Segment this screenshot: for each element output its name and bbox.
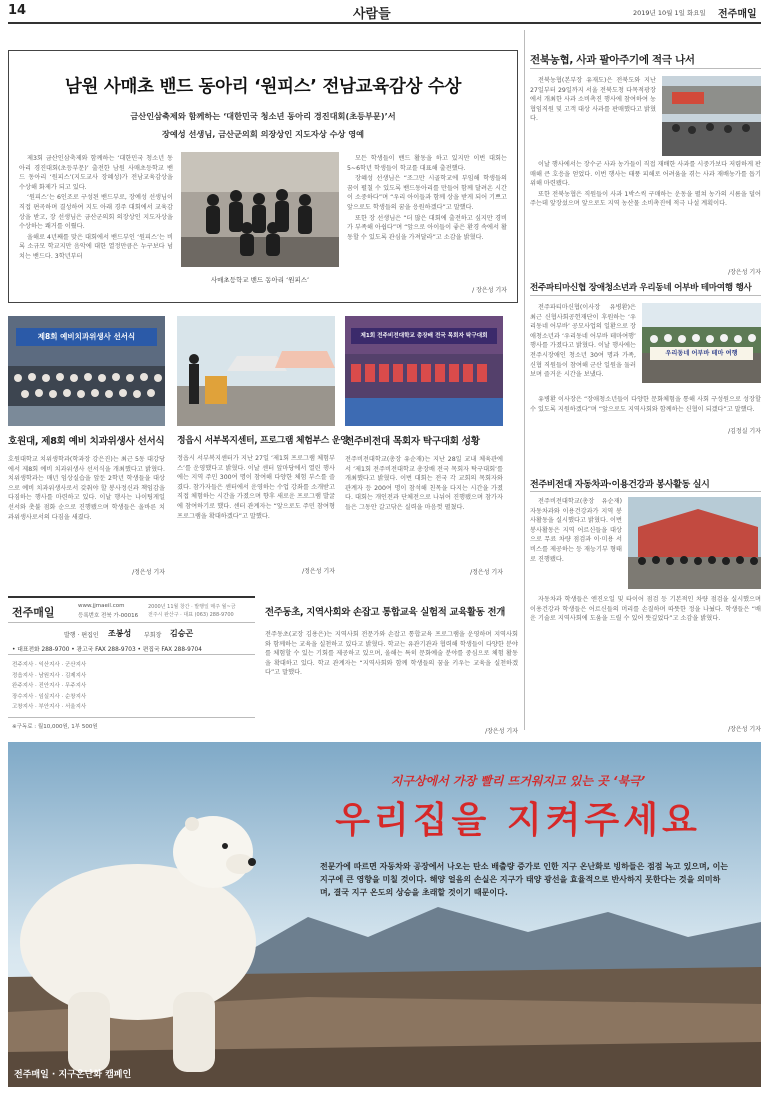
- office-row: 정읍지사 · 남원지사 · 김제지사: [12, 672, 87, 679]
- volunteer-illustration: [628, 497, 761, 589]
- band-photo-illustration: [181, 152, 339, 267]
- side-body: [530, 303, 636, 393]
- news-photo-1: [8, 316, 165, 426]
- volunteer-photo: [628, 497, 761, 589]
- issue-date: 2019년 10월 1일 화요일: [633, 9, 706, 17]
- news-body: 전주비전대학교(총장 유순재)는 지난 28일 교내 체육관에서 ‘제1회 전주비전대학교 총장배 전국 목회자 탁구대회’를 개최했다고 밝혔다. 이번 대회는 전국 각 교회의 목회자와 관계자 등 200여 명이 참석해 친목을 다지는 시간을 가졌다. 대회는 개인전과 단체전으로 나뉘어 진행됐으며 참가자들은 그동안 갈고닦은 실력을 마음껏 펼쳤다.: [345, 456, 503, 511]
- divider: [8, 622, 255, 623]
- bottom-story-byline: /장은성 기자: [485, 728, 518, 735]
- section-title: 사람들: [353, 7, 391, 22]
- paragraph: 올해로 4년째를 맞은 대회에서 밴드부인 ‘원피스’는 비록 소규모 학교지만 음악에 대한 열정만큼은 누구보다 넘치는 밴드다. 3학년부터: [19, 233, 173, 260]
- side-byline: /장은성 기자: [728, 269, 761, 276]
- news-byline: /정은성 기자: [132, 569, 165, 576]
- market-illustration: [662, 76, 761, 156]
- band-photo: [181, 152, 339, 267]
- lead-subtitle-2: 장예성 선생님, 금산군의회 의장상인 지도자상 수상 영예: [161, 129, 365, 139]
- masthead-contact: • 대표전화 288-9700 • 광고국 FAX 288-9703 • 편집국 FAX 288-9704: [12, 647, 202, 653]
- ad-credit: 전주매일 · 지구온난화 캠페인: [14, 1070, 132, 1080]
- page-number: 14: [8, 3, 27, 18]
- news-title: 전주비전대 목회자 탁구대회 성황: [345, 436, 480, 447]
- lead-col-3: [347, 154, 507, 284]
- masthead-reg: 등록번호 전북 가-00016: [78, 613, 139, 619]
- climate-ad: [8, 742, 761, 1087]
- masthead-box: [8, 596, 255, 736]
- paragraph: 자동차과 학생들은 엔진오일 및 타이어 점검 등 기본적인 차량 점검을 실시했으며 이용건강과 학생들은 어르신들의 머리를 손질하며 따뜻한 정을 나눴다. 학생들은 “배운 기술로 지역사회에 도움을 드릴 수 있어 뜻깊었다”고 소감을 밝혔다.: [530, 596, 761, 623]
- bottom-story-body: 전주동초(교장 김용은)는 지역사회 전문가와 손잡고 통합교육 프로그램을 운영하며 지역사회와 함께하는 교육을 실천하고 있다고 밝혔다. 학교는 유관기관과 협력해 학생들이 다양한 분야를 체험할 수 있는 기회를 제공하고 있으며, 올해는 특히 문화예술 분야를 중심으로 체험 활동을 확대하고 있다. 학교 관계자는 “지역사회와 함께 학생들의 꿈을 키우는 교육을 실천하겠다”고 말했다.: [265, 631, 518, 677]
- side-story-1: [530, 52, 761, 276]
- news-body: 정읍시 서부복지센터가 지난 27일 ‘제1회 프로그램 체험부스’를 운영했다고 밝혔다. 이날 센터 앞마당에서 열린 행사에는 지역 주민 300여 명이 참여해 다양한 체험 부스를 즐겼다. 참가자들은 센터에서 운영하는 수업 강좌를 소개받고 직접 체험하는 시간을 가졌으며 향후 새로운 프로그램 발굴에 참여하기로 했다. 센터 관계자는 “앞으로도 주민 참여형 프로그램을 확대하겠다”고 말했다.: [177, 455, 335, 520]
- crowd-illustration: [8, 366, 165, 426]
- side-title: 전주파티마신협 장애청소년과 우리동네 어부바 테마여행 행사: [530, 283, 752, 293]
- side-body-continued: [530, 160, 761, 260]
- news-item-2: [177, 433, 349, 575]
- masthead-office-list: [12, 660, 252, 713]
- paragraph: 전주파티마신협(이사장 유병환)은 최근 신협사회공헌재단이 후원하는 ‘우리동네 어부바’ 공모사업의 일환으로 장애청소년과 ‘우리동네 어부바 테마여행’ 행사를 가졌다고 밝혔다. 이날 행사에는 전주시장애인 청소년 30여 명과 가족, 신협 직원들이 참여해 군산 일원을 둘러보며 즐거운 시간을 보냈다.: [530, 304, 636, 379]
- news-title: 호원대, 제8회 예비 치과위생사 선서식: [8, 436, 165, 447]
- market-photo: [662, 76, 761, 156]
- news-byline: /정은성 기자: [470, 569, 503, 576]
- divider: [8, 717, 255, 718]
- trip-illustration: [642, 303, 761, 383]
- paragraph: 또한 장 선생님은 “더 많은 대회에 출전하고 싶지만 경비가 부족해 아쉽다”며 “앞으로 아이들이 좋은 환경 속에서 활동할 수 있도록 관심을 가져달라”고 소감을 밝혔다.: [347, 214, 507, 241]
- lead-byline: / 장은성 기자: [472, 287, 507, 294]
- office-row: 고창지사 · 부안지사 · 서울지사: [12, 704, 87, 710]
- banner-text: 우리동네 어부바 테마 여행: [650, 347, 753, 360]
- side-byline: /장은성 기자: [728, 726, 761, 733]
- office-row: 완주지사 · 진안지사 · 무주지사: [12, 683, 87, 689]
- news-item-1: [8, 433, 165, 576]
- lead-story: [8, 50, 518, 303]
- trip-photo: [642, 303, 761, 383]
- sidebar-divider: [524, 30, 525, 730]
- paragraph: 장혜성 선생님은 “조그만 시골학교에 부임해 학생들의 꿈이 펼칠 수 있도록 밴드동아리를 만들어 함께 달려온 시간이 소중하다”며 “우리 아이들과 함께 상을 받게 되어 기쁘고 앞으로도 학생들의 꿈을 응원하겠다”고 말했다.: [347, 175, 507, 211]
- masthead-url: www.jjmaeil.com: [78, 603, 125, 609]
- side-story-2: [530, 281, 761, 435]
- news-item-3: [345, 433, 503, 576]
- title-underline: [530, 491, 761, 492]
- banner-text: 제8회 예비치과위생사 선서식: [16, 328, 157, 346]
- title-underline: [530, 68, 761, 69]
- paragraph: 제3회 금산인삼축제와 함께하는 ‘대한민국 청소년 동아리 경진대회(초등부문)’ 출전한 남원 사매초등학교 밴드 동아리 ‘원피스’(지도교사 장혜성)가 전남교육감상을 수상해 화제가 되고 있다.: [19, 155, 173, 191]
- header-rule: [8, 22, 761, 24]
- news-photo-3: [345, 316, 503, 426]
- publisher-label: 발행 · 편집인: [64, 632, 99, 639]
- divider: [8, 654, 255, 655]
- office-row: 전주지사 · 익산지사 · 군산지사: [12, 662, 87, 668]
- band-photo-caption: 사매초등학교 밴드 동아리 ‘원피스’: [210, 276, 310, 284]
- masthead-footer: ※구독료 : 월10,000원, 1부 500원: [12, 724, 98, 730]
- masthead-paper-name: 전주매일: [12, 606, 55, 619]
- lead-subtitle-1: 금산인삼축제와 함께하는 ‘대한민국 청소년 동아리 경진대회(초등부문)’서: [130, 111, 396, 121]
- deputy-name: 김승곤: [170, 629, 194, 638]
- side-story-3: [530, 477, 761, 733]
- bottom-story-title: 전주동초, 지역사회와 손잡고 통합교육 실험적 교육활동 전개: [265, 607, 505, 618]
- masthead-detail-1: 2000년 11월 창간 · 발행일 매주 월~금: [148, 604, 236, 610]
- paragraph: 또한 전북농협은 직원들이 사과 1박스씩 구매하는 운동을 펼쳐 농가의 시름을 덜어주는데 앞장섰으며 앞으로도 지역 농산물 소비촉진에 적극 나설 계획이다.: [530, 190, 761, 208]
- lead-title: 남원 사매초 밴드 동아리 ‘원피스’ 전남교육감상 수상: [64, 77, 462, 97]
- news-body: 호원대학교 치위생학과(학과장 강은진)는 최근 5동 대강당에서 제8회 예비 치과위생사 선서식을 개최했다고 밝혔다. 치위생학과는 매년 임상실습을 앞둔 2학년 학생들을 대상으로 예비 치과위생사로서 갖춰야 할 봉사정신과 책임감을 다짐하는 행사를 마련하고 있다. 이날 행사는 나이팅게일 선서와 촛불 점화 순으로 진행됐으며 학생들은 올바른 치과위생사로서의 다짐을 새겼다.: [8, 456, 165, 521]
- news-photo-2: [177, 316, 335, 426]
- side-title: 전주비전대 자동차과·이용건강과 봉사활동 실시: [530, 480, 710, 490]
- publisher-name: 조봉성: [108, 629, 132, 638]
- office-row: 장수지사 · 임실지사 · 순창지사: [12, 693, 87, 700]
- side-byline: /김정실 기자: [728, 428, 761, 435]
- lead-col-1: [19, 154, 173, 294]
- paragraph: 전주비전대학교(총장 유순재) 자동차과와 이용건강과가 지역 봉사활동을 실시했다고 밝혔다. 이번 봉사활동은 지역 어르신들을 대상으로 무료 차량 점검과 이·미용 서비스를 제공하는 등 재능기부 형태로 진행됐다.: [530, 498, 622, 563]
- paragraph: 유병환 이사장은 “장애청소년들이 다양한 문화체험을 통해 사회 구성원으로 성장할 수 있도록 지원하겠다”며 “앞으로도 지역사회와 함께하는 신협이 되겠다”고 말했다.: [530, 396, 761, 413]
- side-body-continued: [530, 595, 761, 713]
- news-title: 정읍시 서부복지센터, 프로그램 체험부스 운영: [177, 436, 349, 446]
- banner-text: 제1회 전주비전대학교 총장배 전국 목회자 탁구대회: [351, 328, 497, 344]
- booth-illustration: [177, 316, 335, 426]
- side-body: [530, 497, 622, 609]
- masthead-detail-2: 전주시 완산구 · 대표 (063) 288-9700: [148, 612, 234, 618]
- paragraph: 이날 행사에서는 장수군 사과 농가들이 직접 재배한 사과를 시중가보다 저렴하게 판매해 큰 호응을 얻었다. 이번 행사는 태풍 피해로 어려움을 겪는 사과 재배농가를 돕기 위해 마련됐다.: [530, 161, 761, 188]
- tabletennis-crowd-illustration: [345, 354, 503, 426]
- side-title: 전북농협, 사과 팔아주기에 적극 나서: [530, 54, 695, 66]
- side-body: [530, 76, 656, 156]
- side-body-continued: [530, 395, 761, 443]
- deputy-label: 부회장: [144, 632, 162, 639]
- page-header: [8, 2, 761, 22]
- ad-body: 전문가에 따르면 자동차와 공장에서 나오는 탄소 배출량 증가로 인한 지구 온난화로 빙하들은 점점 녹고 있으며, 이는 지구에 큰 영향을 미칠 것이다. 해양 얼음의 손실은 지구가 태양 광선을 효율적으로 반사하지 못한다는 것을 의미하며, 결국 지구 온도의 상승을 초래할 것이기 때문이다.: [320, 862, 729, 897]
- paragraph: ‘원피스’는 6인조로 구성된 밴드부로, 장예성 선생님이 직접 편곡하며 결성하여 지도 아래 경주 대회에서 교육감상을 받고, 장 선생님은 금산군의회 의장상인 지도자상을 수상하는 쾌거를 이뤘다.: [19, 194, 173, 231]
- paragraph: 모든 학생들이 밴드 활동을 하고 있지만 이번 대회는 5~6학년 학생들이 학교를 대표해 출전했다.: [347, 155, 507, 172]
- paper-name: 전주매일: [718, 9, 757, 20]
- bottom-story: [265, 604, 518, 735]
- paragraph: 전북농협(본부장 유재도)은 전북도와 지난 27일부터 29일까지 서울 전북도청 다목적광장에서 개최한 사과 소비촉진 행사에 참여하여 농협임직원 및 고객 대상 사과를 판매했다고 밝혔다.: [530, 77, 656, 123]
- title-underline: [530, 295, 761, 296]
- ad-headline: 우리집을 지켜주세요: [335, 800, 701, 841]
- news-byline: /정은성 기자: [302, 568, 335, 575]
- ad-tagline: 지구상에서 가장 빨리 뜨거워지고 있는 곳 ‘북극’: [390, 774, 646, 788]
